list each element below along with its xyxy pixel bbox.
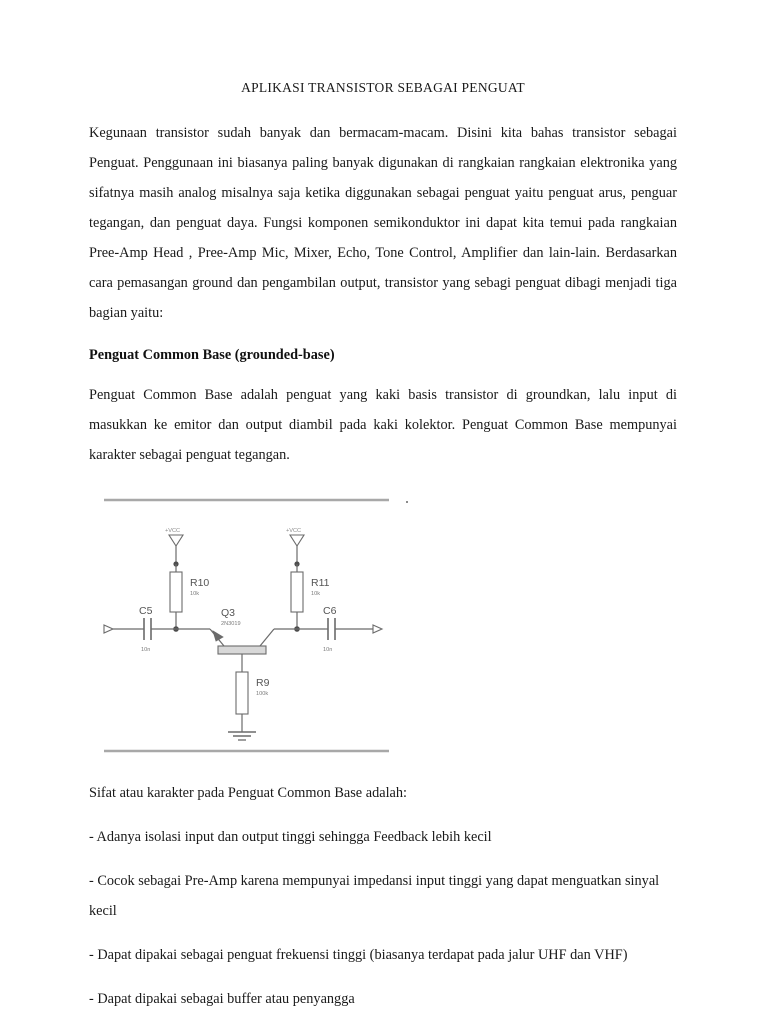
ref-c5: C5	[139, 605, 153, 617]
page-title: APLIKASI TRANSISTOR SEBAGAI PENGUAT	[241, 80, 525, 95]
list-item: - Adanya isolasi input dan output tinggi sehingga Feedback lebih kecil	[89, 829, 492, 845]
characteristics-list	[89, 822, 677, 1014]
val-q3: 2N3019	[221, 621, 241, 627]
supply-label-left: +VCC	[165, 528, 181, 534]
ref-c6: C6	[323, 605, 337, 617]
val-c5: 10n	[141, 647, 151, 653]
stray-mark	[406, 501, 408, 503]
ref-q3: Q3	[221, 607, 236, 619]
val-r11: 10k	[311, 591, 321, 597]
supply-label-right: +VCC	[286, 528, 302, 534]
list-item: - Cocok sebagai Pre-Amp karena mempunyai impedansi input tinggi yang dapat menguatkan sinyal kecil	[89, 873, 660, 919]
document-body	[89, 80, 677, 1028]
ref-r9: R9	[256, 677, 270, 689]
list-item: - Dapat dipakai sebagai buffer atau penyangga	[89, 991, 355, 1007]
val-r10: 10k	[190, 591, 200, 597]
subheading-common-base: Penguat Common Base (grounded-base)	[89, 347, 335, 363]
common-base-amplifier-schematic	[97, 494, 397, 756]
paragraph-common-base: Penguat Common Base adalah penguat yang kaki basis transistor di groundkan, lalu input di masukkan ke emitor dan output diambil pada kaki kolektor. Penguat Common Base mempunyai karakter sebagai penguat tegangan.	[89, 387, 677, 463]
paragraph-intro: Kegunaan transistor sudah banyak dan bermacam-macam. Disini kita bahas transistor sebagai Penguat. Penggunaan ini biasanya paling banyak digunakan di rangkaian rangkaian elektronika yang sifatnya masih analog misalnya saja ketika diggunakan sebagai penguat yaitu penguat arus, penguar tegangan, dan penguat daya. Fungsi komponen semikonduktor ini dapat kita temui pada rangkaian Pree-Amp Head , Pree-Amp Mic, Mixer, Echo, Tone Control, Amplifier dan lain-lain. Berdasarkan cara pemasangan ground dan pengambilan output, transistor yang sebagi penguat dibagi menjadi tiga bagian yaitu:	[89, 125, 677, 321]
val-c6: 10n	[323, 647, 333, 653]
ref-r10: R10	[190, 577, 210, 589]
val-r9: 100k	[256, 691, 269, 697]
list-item: - Dapat dipakai sebagai penguat frekuensi tinggi (biasanya terdapat pada jalur UHF dan VHF)	[89, 947, 628, 963]
list-intro: Sifat atau karakter pada Penguat Common Base adalah:	[89, 785, 408, 801]
ref-r11: R11	[311, 577, 330, 589]
